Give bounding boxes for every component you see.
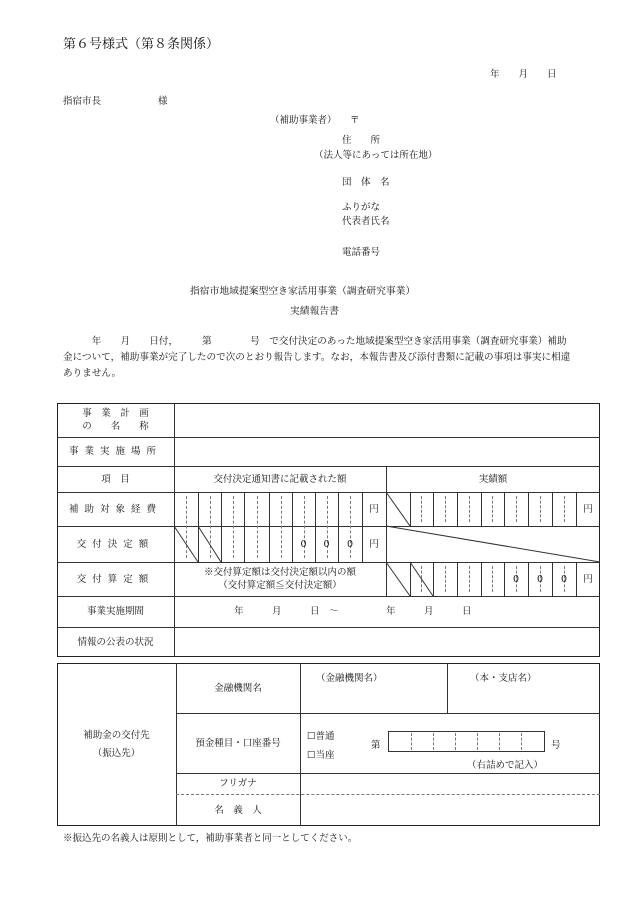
report-title: 指宿市地域提案型空き家活用事業（調査研究事業） [190, 286, 416, 297]
decided-amount-label-text: 交付決定額 [76, 538, 155, 550]
eligible-cost-label-text: 補助対象経費 [68, 503, 162, 515]
zero-digit: 0 [323, 538, 330, 550]
project-name-label-l2: の 名 称 [82, 421, 149, 432]
zero-digit: 0 [536, 573, 544, 585]
disclosure-label: 情報の公表の状況 [77, 636, 154, 648]
decided-amount-label [57, 526, 174, 562]
period-label: 事業実施期間 [86, 606, 144, 617]
postal-mark: 〒 [350, 115, 360, 126]
branch-sub: （本・支店名） [470, 673, 537, 684]
yen-unit: 円 [369, 503, 379, 515]
period-value[interactable]: 年 月 日 〜 年 月 日 [234, 606, 472, 617]
bank-name-sub: （金融機関名） [316, 673, 383, 684]
dai-label: 第 [371, 740, 381, 751]
report-subtitle: 実績報告書 [290, 306, 339, 317]
right-align-note: （右詰めで記入） [467, 760, 544, 771]
holder-field[interactable] [300, 794, 600, 826]
item-header: 項 目 [101, 473, 130, 485]
project-name-label-l1: 事 業 計 画 [82, 408, 149, 419]
zero-digit: 0 [300, 538, 307, 550]
furigana-label: ふりがな [342, 202, 381, 213]
holder-label: 名 義 人 [214, 804, 262, 816]
report-body: 年 月 日付， 第 号 で交付決定のあった地域提案型空き家活用事業（調査研究事業）補助金について，補助事業が完了したので次のとおり報告します。なお，本報告書及び添付書類に記載の事項は事実に相違ありません。 [63, 336, 571, 379]
ordinary-checkbox[interactable]: ☐普通 [307, 731, 335, 742]
zero-digit: 0 [346, 538, 354, 550]
zero-digit: 0 [560, 573, 568, 585]
location-label-text: 事業実施場所 [68, 446, 162, 457]
current-checkbox[interactable]: ☐当座 [307, 750, 335, 761]
furigana-label: フリガナ [219, 778, 257, 789]
addressee: 指宿市長 様 [63, 96, 168, 107]
eligible-cost-label [57, 492, 174, 526]
date-line: 年 月 日 [490, 69, 557, 80]
payee-label-l2: （振込先） [92, 747, 141, 759]
address-label: 住 所 [342, 135, 381, 146]
phone-label: 電話番号 [342, 247, 381, 258]
yen-unit: 円 [369, 538, 379, 550]
payee-label-l1: 補助金の交付先 [83, 729, 150, 741]
calc-note-l1: ※交付算定額は交付決定額以内の額 [203, 567, 356, 578]
org-name-label: 団 体 名 [342, 177, 390, 188]
yen-unit: 円 [583, 503, 593, 515]
furigana-field[interactable] [300, 773, 600, 794]
yen-unit: 円 [583, 573, 593, 585]
rep-name-label: 代表者氏名 [342, 216, 390, 227]
disclosure-field[interactable] [174, 627, 600, 657]
bank-name-label: 金融機関名 [214, 682, 262, 694]
location-field[interactable] [174, 437, 600, 466]
project-name-field[interactable] [174, 403, 600, 437]
account-type-label: 預金種目・口座番号 [195, 737, 281, 749]
address-note: （法人等にあっては所在地） [314, 150, 438, 161]
calc-note-l2: （交付算定額≦交付決定額） [218, 580, 342, 591]
form-number: 第６号様式（第８条関係） [63, 37, 220, 52]
notified-amount-header: 交付決定通知書に記載された額 [213, 473, 347, 485]
applicant-label: （補助事業者） [270, 115, 337, 126]
project-name-label [57, 403, 174, 437]
location-label [57, 437, 174, 466]
footnote: ※振込先の名義人は原則として，補助事業者と同一としてください。 [63, 833, 358, 844]
payee-label [57, 663, 176, 826]
zero-digit: 0 [512, 573, 520, 585]
actual-amount-header: 実績額 [478, 473, 508, 485]
go-label: 号 [551, 740, 561, 751]
calc-amount-label-text: 交付算定額 [76, 573, 155, 585]
calc-amount-label [57, 562, 174, 596]
calc-note [174, 562, 386, 596]
